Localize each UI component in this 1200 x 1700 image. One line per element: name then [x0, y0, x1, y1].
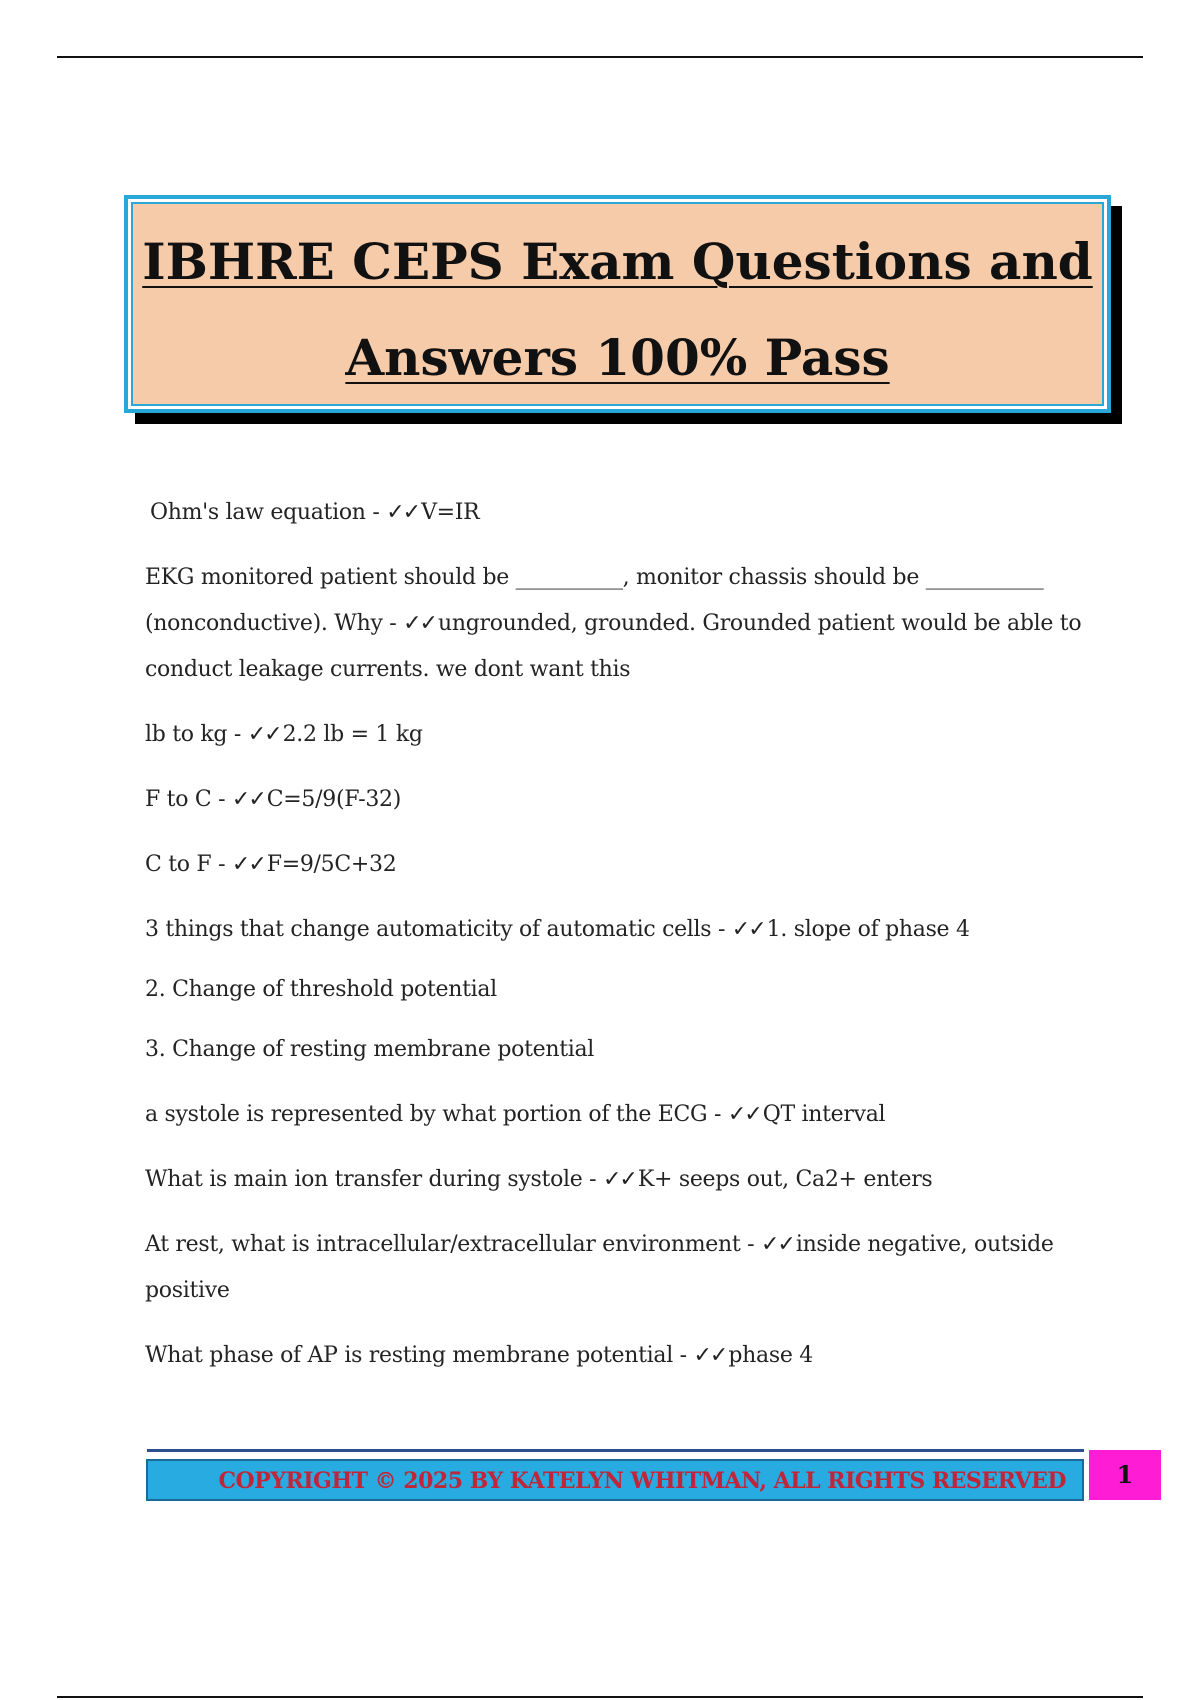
answer-text: F=9/5C+32: [266, 852, 397, 877]
qa-item: [145, 777, 1095, 823]
check-icon: ✓✓: [231, 852, 265, 877]
question-text: What is main ion transfer during systole -: [145, 1167, 603, 1192]
qa-item: [150, 490, 1095, 536]
copyright-text: COPYRIGHT © 2025 BY KATELYN WHITMAN, ALL RIGHTS RESERVED: [218, 1468, 1066, 1494]
question-text: Ohm's law equation -: [150, 500, 387, 525]
check-icon: ✓✓: [231, 787, 265, 812]
check-icon: ✓✓: [727, 1102, 761, 1127]
answer-text: phase 4: [728, 1343, 813, 1368]
answer-text: V=IR: [421, 500, 480, 525]
check-icon: ✓✓: [760, 1232, 794, 1257]
top-rule: [57, 56, 1143, 58]
check-icon: ✓✓: [386, 500, 420, 525]
title-box: [124, 195, 1111, 413]
question-text: F to C -: [145, 787, 232, 812]
question-text: At rest, what is intracellular/extracellular environment -: [145, 1232, 761, 1257]
qa-list: [145, 490, 1095, 1398]
question-text: EKG monitored patient should be __________, monitor chassis should be ___________ (nonconductive). Why -: [145, 565, 1044, 636]
question-text: lb to kg -: [145, 722, 248, 747]
question-text: 3 things that change automaticity of automatic cells -: [145, 917, 732, 942]
qa-item: [145, 907, 1095, 953]
check-icon: ✓✓: [731, 917, 765, 942]
answer-text: ungrounded, grounded. Grounded patient would be able to conduct leakage currents. we dont want this: [145, 611, 1082, 682]
check-icon: ✓✓: [693, 1343, 727, 1368]
bottom-rule: [57, 1696, 1143, 1698]
title-box-inner: [131, 202, 1104, 406]
answer-text: QT interval: [762, 1102, 886, 1127]
qa-item: [145, 1092, 1095, 1138]
answer-text: K+ seeps out, Ca2+ enters: [637, 1167, 933, 1192]
qa-item: [145, 555, 1095, 693]
check-icon: ✓✓: [403, 611, 436, 636]
question-text: C to F -: [145, 852, 232, 877]
check-icon: ✓✓: [603, 1167, 636, 1192]
page-number: 1: [1116, 1460, 1134, 1489]
document-title-line-2: Answers 100% Pass: [345, 328, 890, 387]
qa-item: [145, 712, 1095, 758]
page-number-badge: [1089, 1450, 1161, 1500]
check-icon: ✓✓: [247, 722, 281, 747]
question-text: a systole is represented by what portion of the ECG -: [145, 1102, 728, 1127]
qa-item: [145, 842, 1095, 888]
qa-item-continuation: 2. Change of threshold potential: [145, 977, 497, 1002]
footer-rule: [147, 1449, 1084, 1452]
answer-text: inside negative, outside positive: [145, 1232, 1054, 1303]
qa-item: [145, 1157, 1095, 1203]
answer-text: 1. slope of phase 4: [766, 917, 970, 942]
footer-copyright-bar: [146, 1459, 1084, 1501]
qa-item: [145, 1333, 1095, 1379]
document-title-line-1: IBHRE CEPS Exam Questions and: [142, 232, 1093, 291]
qa-item-continuation: 3. Change of resting membrane potential: [145, 1037, 595, 1062]
answer-text: C=5/9(F-32): [266, 787, 402, 812]
answer-text: 2.2 lb = 1 kg: [282, 722, 423, 747]
question-text: What phase of AP is resting membrane potential -: [145, 1343, 694, 1368]
qa-item: [145, 1222, 1095, 1314]
